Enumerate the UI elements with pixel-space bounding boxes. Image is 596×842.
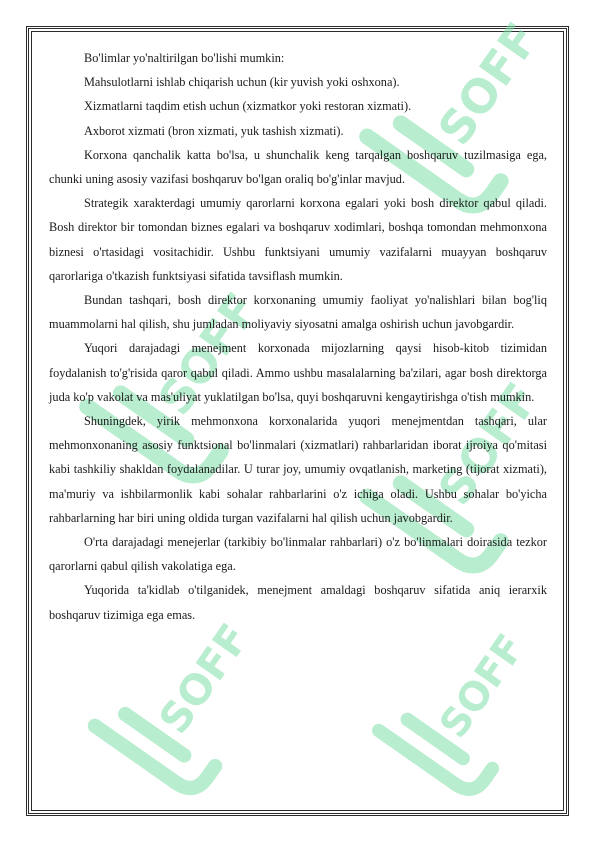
paragraph: O'rta darajadagi menejerlar (tarkibiy bo'linmalar rahbarlari) o'z bo'linmalari doirasida tezkor qarorlarni qabul qilish vakolatiga ega.	[49, 535, 547, 574]
watermark-text: SOFF	[427, 373, 550, 515]
paragraph: Yuqori darajadagi menejment korxonada mijozlarning qaysi hisob-kitob tizimidan foydalanish to'g'risida qaror qabul qiladi. Ammo ushbu masalalarning ba'zilari, agar bosh direktorga juda ko'p vakolat va mas'uliyat yuklatilgan bo'lsa, quyi boshqaruvni kengaytirishga o'tish mumkin.	[49, 341, 547, 404]
watermark-text: SOFF	[427, 13, 550, 155]
watermark-text: SOFF	[431, 626, 535, 747]
paragraph: Xizmatlarni taqdim etish uchun (xizmatkor yoki restoran xizmati).	[84, 99, 412, 114]
paragraph: Yuqorida ta'kidlab o'tilganidek, menejment amaldagi boshqaruv sifatida aniq ierarxik boshqaruv tizimiga ega emas.	[49, 583, 547, 622]
paragraph: Strategik xarakterdagi umumiy qarorlarni korxona egalari yoki bosh direktor qabul qiladi. Bosh direktor bir tomondan biznes egalari va boshqaruv xodimlari, boshqa tomondan mehmonxona biznesi o'rtasidagi vositachidir. Ushbu funktsiyani umumiy vazifalarni muayyan boshqaruv qarorlariga o'tkazish funktsiyasi sifatida tavsiflash mumkin.	[49, 196, 547, 283]
watermark-text: SOFF	[149, 615, 259, 743]
paragraph: Axborot xizmati (bron xizmati, yuk tashish xizmati).	[84, 123, 344, 138]
paragraph: Korxona qanchalik katta bo'lsa, u shunchalik keng tarqalgan boshqaruv tuzilmasiga ega, chunki uning asosiy vazifasi boshqaruv bo'lgan oraliq bo'g'inlar mavjud.	[49, 147, 547, 187]
paragraph: Shuningdek, yirik mehmonxona korxonalarida yuqori menejmentdan tashqari, ular mehmonxonaning asosiy funktsional bo'linmalari (xizmatlari) rahbarlaridan iborat ijroiya qo'mitasi kabi tashkiliy shakldan foydalanadilar. U turar joy, umumiy ovqatlanish, marketing (tijorat xizmati), ma'muriy va ishbilarmonlik kabi sohalar rahbarlarini o'z ichiga oladi. Ushbu sohalar bo'yicha rahbarlarning har biri uning oldida turgan vazifalarni hal qilish uchun javobgardir.	[49, 414, 547, 525]
paragraph: Mahsulotlarni ishlab chiqarish uchun (kir yuvish yoki oshxona).	[84, 75, 400, 90]
watermark-text: SOFF	[147, 283, 270, 425]
document-body	[49, 46, 550, 627]
paragraph: Bundan tashqari, bosh direktor korxonaning umumiy faoliyat yo'nalishlari bilan bog'liq muammolarni hal qilish, shu jumladan moliyaviy siyosatni amalga oshirish uchun javobgardir.	[49, 293, 547, 332]
paragraph: Bo'limlar yo'naltirilgan bo'lishi mumkin:	[84, 51, 285, 65]
